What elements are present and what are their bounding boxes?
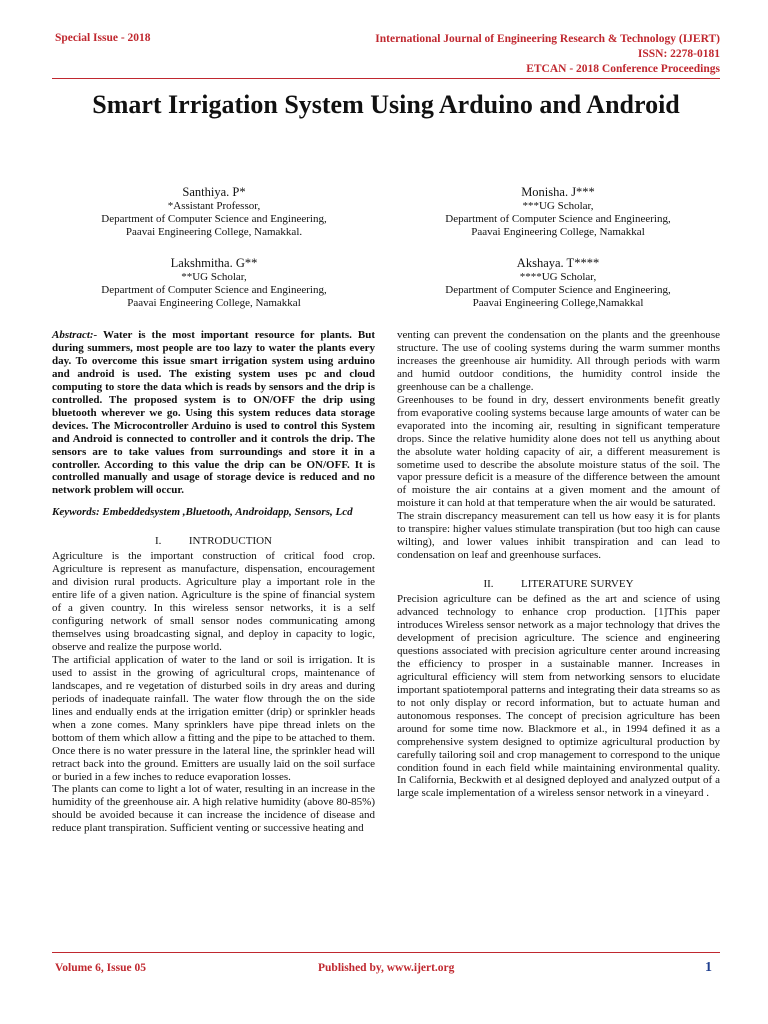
author-2 [396,184,720,239]
author-3 [52,255,376,310]
section-heading-literature-survey: II. LITERATURE SURVEY [483,578,634,591]
footer-publisher: Published by, www.ijert.org [318,962,455,974]
page-number: 1 [705,960,712,975]
right-column [397,329,720,835]
journal-issn: ISSN: 2278-0181 [637,48,720,60]
author-college: Paavai Engineering College, Namakkal. [125,226,303,238]
author-dept: Department of Computer Science and Engineering, [101,284,327,296]
author-role: **UG Scholar, [181,271,247,283]
section-heading-introduction: I. INTRODUCTION [154,535,272,548]
author-college: Paavai Engineering College, Namakkal [127,297,301,309]
abstract-label: Abstract:- [52,329,98,341]
journal-header [375,32,720,77]
footer-rule [52,952,720,953]
author-name: Monisha. J*** [521,185,595,199]
abstract [52,329,375,497]
keywords: Keywords: Embeddedsystem ,Bluetooth, Androidapp, Sensors, Lcd [52,506,353,519]
author-role: *Assistant Professor, [167,200,261,212]
paper-title: Smart Irrigation System Using Arduino and Android [92,90,680,119]
journal-special-issue: Special Issue - 2018 [55,32,151,44]
author-dept: Department of Computer Science and Engineering, [445,213,671,225]
paragraph: The artificial application of water to the land or soil is irrigation. It is used to assist in the growing of agricultural crops, maintenance of landscapes, and re vegetation of disturbed soils in dry areas and during periods of inadequate rainfall. The water flow through the on the side lines and endually ends at the irrigation emitter (drip) or sprinkler heads when a zone comes. Many sprinklers have pipe thread inlets on the bottom of them which allow a fitting and the pipe to be attached to them. Once there is no water pressure in the lateral line, the sprinkler head will retract back into the ground. Emitters are usually laid on the soil surface or buried in a few inches to reduce evaporation losses. [52,653,375,783]
author-role: ****UG Scholar, [519,271,597,283]
paragraph: venting can prevent the condensation on the plants and the greenhouse structure. The use of cooling systems during the warm summer months increases the greenhouse air humidity. All through periods with warm and humid outdoor conditions, the humidity control inside the greenhouse can be a challenge. [397,329,720,393]
header-rule [52,78,720,79]
footer-volume: Volume 6, Issue 05 [55,962,146,974]
paragraph: Greenhouses to be found in dry, dessert environments benefit greatly from evaporative cooling systems because large amounts of water can be evaporated into the incoming air, resulting in significant temperature drops. Since the relative humidity alone does not tell us anything about the absolute water holding capacity of air, a different measurement is sometime used to describe the absolute moisture status of the soil. The vapor pressure deficit is a measure of the difference between the amount of moisture the air contains at a given moment and the amount of moisture it can hold at that temperature when the air would be saturated. [397,393,720,510]
left-column [52,329,375,835]
author-dept: Department of Computer Science and Engineering, [445,284,671,296]
author-role: ***UG Scholar, [522,200,594,212]
author-college: Paavai Engineering College, Namakkal [471,226,645,238]
abstract-text: Water is the most important resource for plants. But during summers, most people are too lazy to water the plants every day. To overcome this issue smart irrigation system using arduino and android is used. The existing system uses pc and cloud computing to store the data which is reads by sensors and the drip is controlled. The proposed system is to ON/OFF the drip using bluetooth wherever we go. Using this system reduces data storage devices. The Microcontroller Arduino is used to control this System and Android is connected to controller and it controls the drip. The sensors are to take values from surroundings and store it in a controller. According to this value the drip can be ON/OFF. It is controlled manually and usage of storage device is reduced and no network problem will occur. [52,329,375,497]
paragraph: Agriculture is the important construction of critical food crop. Agriculture is represent as manufacture, dispensation, encouragement and division rural products. Agriculture play a important role in the entire life of a given nation. Agriculture is the spine of financial system of a given country. In this wireless sensor networks, it is a self configuring network of small sensor nodes communicating among themselves using broadcasting signal, and deploy in capacity to logic, observe and realize the purpose world. [52,550,375,653]
author-1 [52,184,376,239]
author-name: Lakshmitha. G** [170,256,258,270]
paragraph: The plants can come to light a lot of water, resulting in an increase in the humidity of the greenhouse air. A high relative humidity (above 80-85%) should be avoided because it can increase the incidence of disease and reduce plant transpiration. Sufficient venting or successive heating and [52,783,375,835]
journal-name: International Journal of Engineering Research & Technology (IJERT) [375,33,720,45]
author-dept: Department of Computer Science and Engineering, [101,213,327,225]
paragraph: The strain discrepancy measurement can tell us how easy it is for plants to transpire: higher values stimulate transpiration (but too high can cause wilting), and lower values inhibit transpiration and can lead to condensation on leaf and greenhouse surfaces. [397,510,720,562]
conference-name: ETCAN - 2018 Conference Proceedings [526,63,720,75]
author-college: Paavai Engineering College,Namakkal [472,297,644,309]
paragraph: Precision agriculture can be defined as the art and science of using advanced technology to enhance crop production. [1]This paper introduces Wireless sensor network as a major technology that drives the development of precision agriculture. The science and engineering questions associated with precision agriculture center around increasing the efficiency to prosper in a sustainable manner. Increases in agricultural efficiency will stem from networking sensors to elucidate important spatiotemporal patterns and integrating their data streams so as to not only display or record information, but to actuate human and autonomous responses. The concept of precision agriculture has been around for some time now. Blackmore et al., in 1994 defined it as a comprehensive system designed to optimize agricultural production by carefully tailoring soil and crop management to correspond to the unique condition found in each field while maintaining environmental quality. In California, Beckwith et al designed deployed and analyzed output of a large scale implementation of a wireless sensor network in a vineyard . [397,593,720,800]
author-name: Santhiya. P* [182,185,246,199]
author-name: Akshaya. T**** [516,256,600,270]
author-block [52,184,720,310]
body-columns [52,329,720,835]
author-4 [396,255,720,310]
